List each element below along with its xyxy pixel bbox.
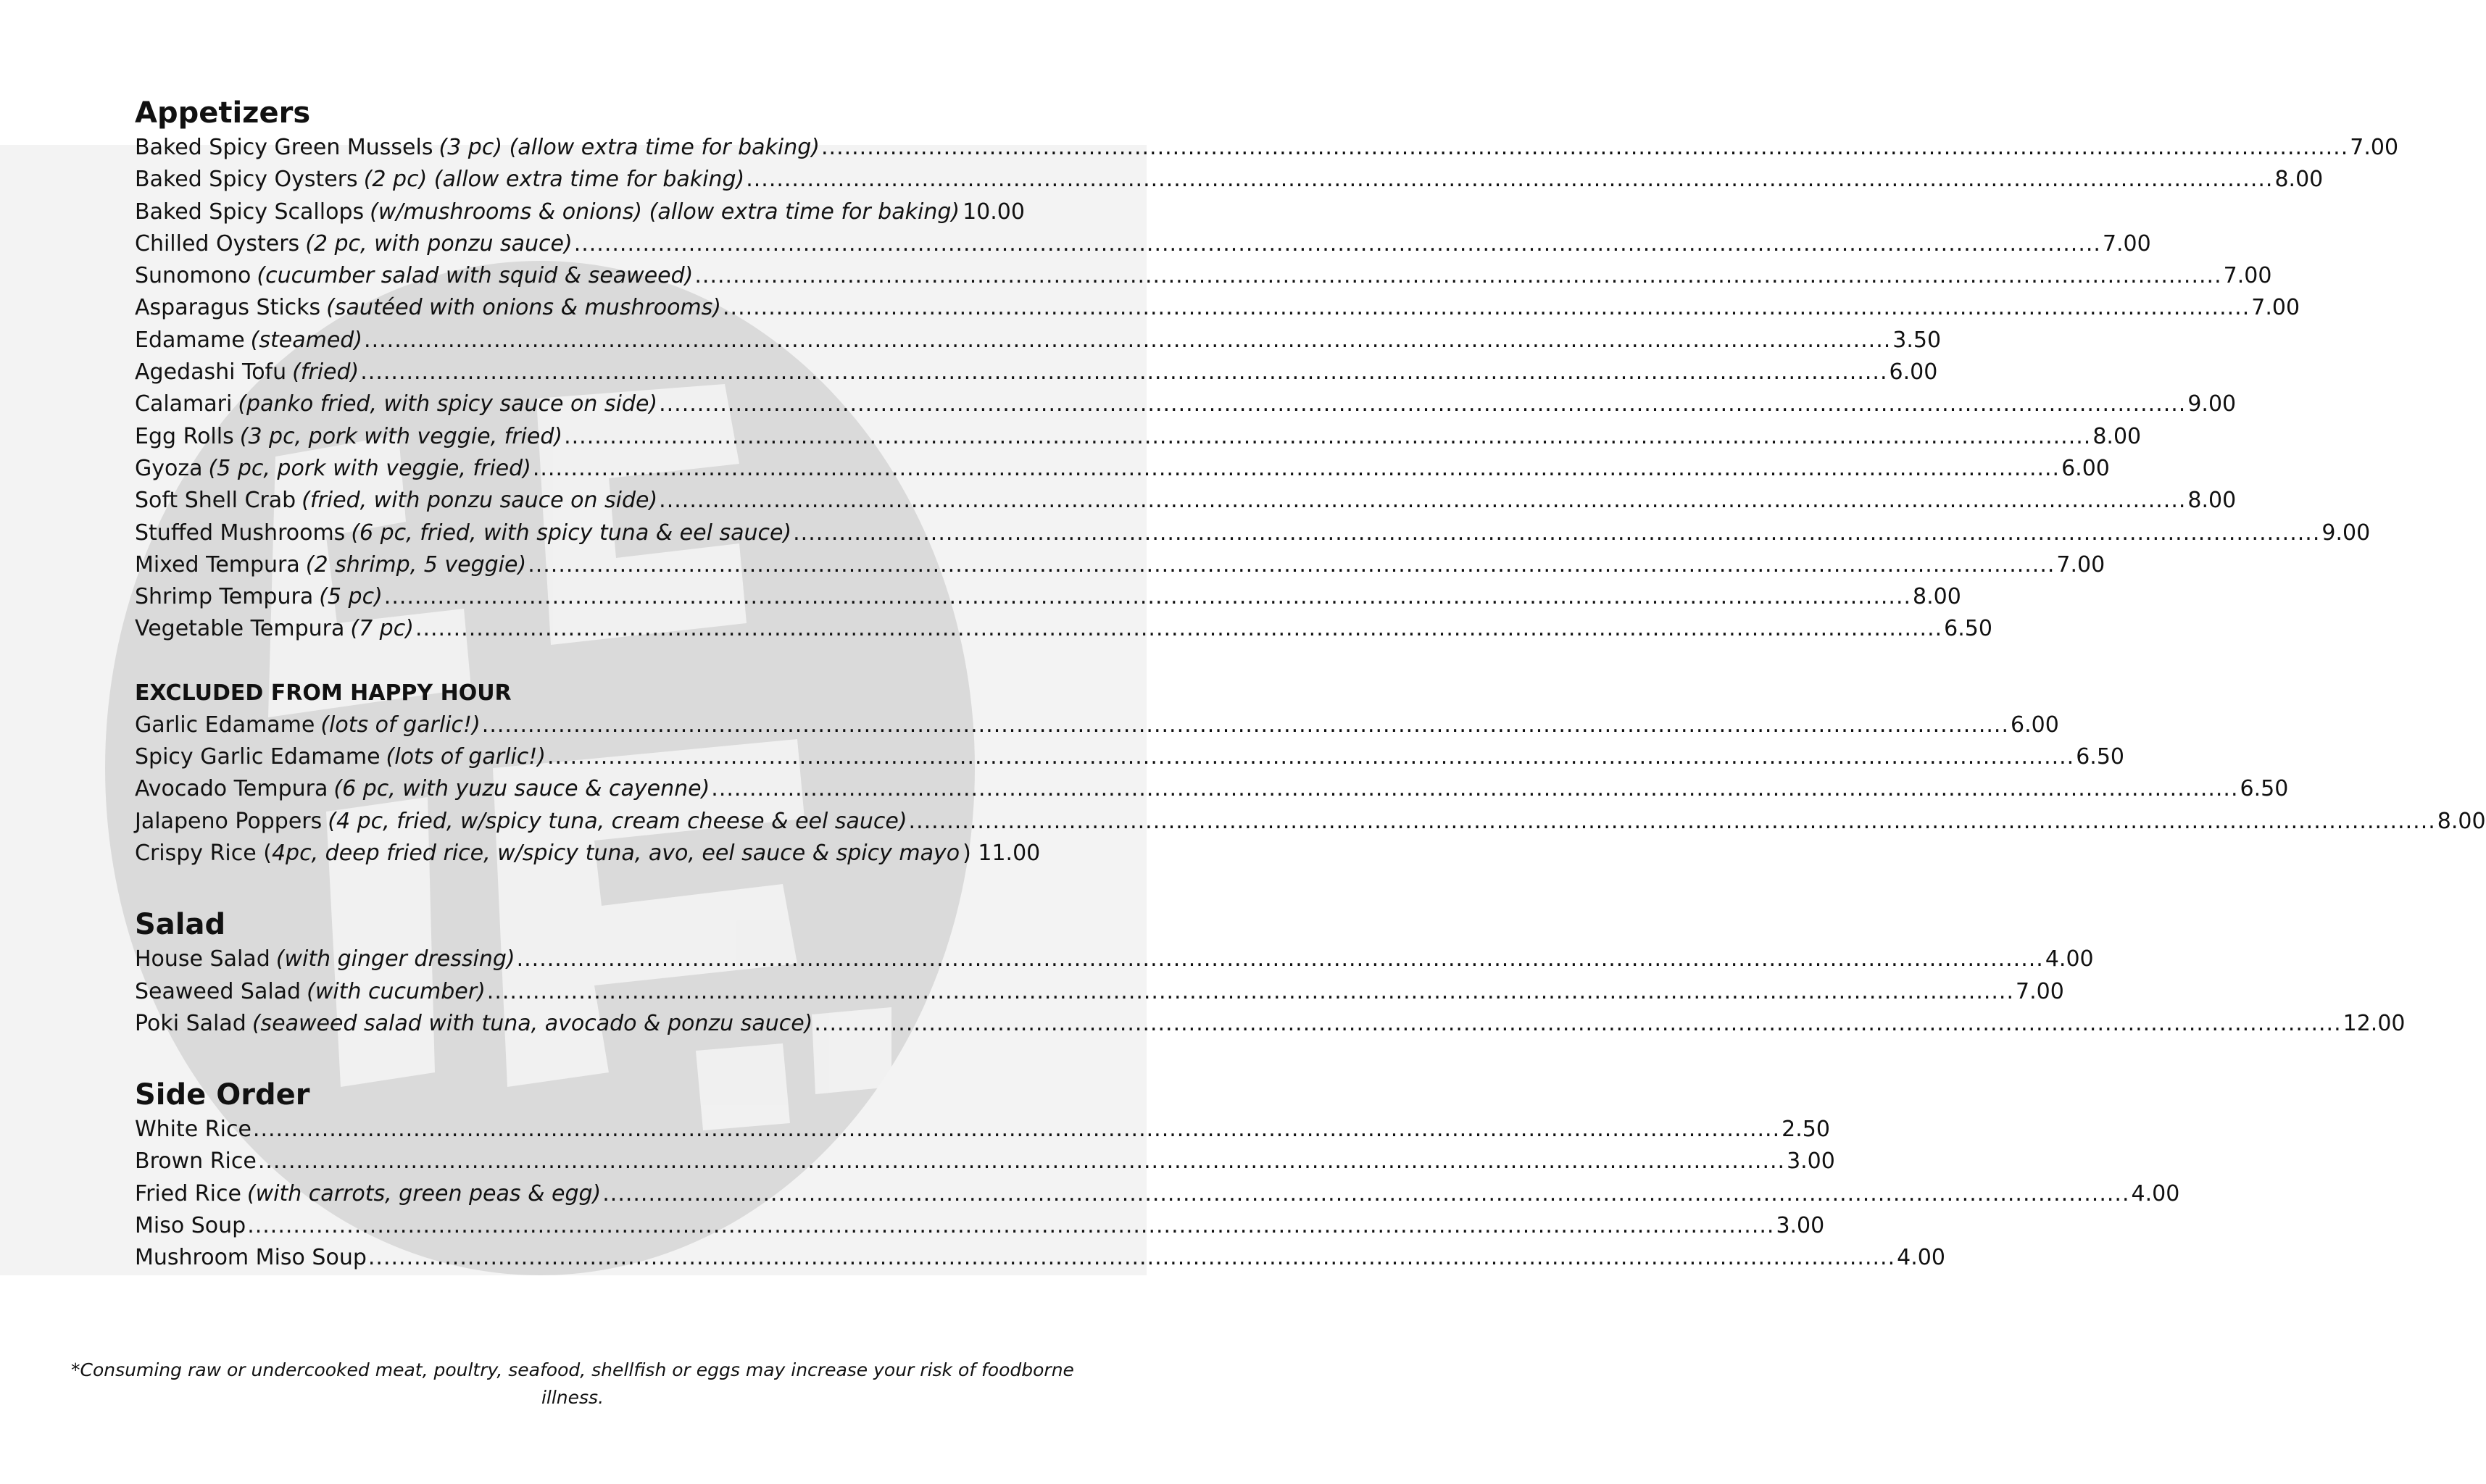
spacer	[135, 870, 1005, 906]
dot-leader: ........................................................................................................................................................................................................	[814, 1010, 2342, 1036]
item-name: Soft Shell Crab	[135, 488, 296, 514]
item-name: Spicy Garlic Edamame	[135, 744, 381, 770]
appetizers-list	[135, 132, 2399, 646]
item-note: (4 pc, fried, w/spicy tuna, cream cheese & eel sauce)	[328, 808, 907, 834]
dot-leader: ........................................................................................................................................................................................................	[383, 584, 1912, 610]
item-price: 6.50	[1944, 616, 1992, 642]
menu-item	[135, 838, 1041, 870]
item-name: Baked Spicy Scallops	[135, 199, 365, 225]
menu-item	[135, 228, 2151, 260]
menu-item	[135, 613, 1992, 645]
item-name: Miso Soup	[135, 1213, 246, 1239]
excluded-list	[135, 709, 2486, 870]
dot-leader: ........................................................................................................................................................................................................	[723, 295, 2250, 321]
item-name: Crispy Rice (	[135, 840, 272, 866]
item-note: (6 pc, fried, with spicy tuna & eel sauce)	[351, 520, 792, 546]
item-price: 6.50	[2240, 776, 2289, 802]
dot-leader: ........................................................................................................................................................................................................	[602, 1180, 2130, 1206]
side-order-list	[135, 1114, 2180, 1274]
menu-item	[135, 260, 2272, 292]
menu-item	[135, 943, 2094, 975]
section-title-salad: Salad	[135, 908, 226, 942]
item-price: 7.00	[2016, 978, 2064, 1004]
dot-leader: ........................................................................................................................................................................................................	[659, 488, 2187, 514]
item-price: 9.00	[2187, 391, 2237, 417]
item-price: 6.00	[2011, 712, 2059, 738]
item-name: Garlic Edamame	[135, 712, 315, 738]
item-note: (panko fried, with spicy sauce on side)	[238, 391, 658, 417]
menu-item	[135, 741, 2125, 773]
disclaimer-line-2: illness.	[541, 1387, 604, 1408]
dot-leader: ........................................................................................................................................................................................................	[821, 135, 2349, 160]
dot-leader: ........................................................................................................................................................................................................	[367, 1245, 1896, 1271]
item-price: 6.00	[2061, 455, 2110, 481]
item-note: (5 pc, pork with veggie, fried)	[208, 455, 531, 481]
menu-item	[135, 325, 1942, 357]
item-name: Poki Salad	[135, 1010, 246, 1036]
item-note: (with carrots, green peas & egg)	[246, 1180, 602, 1206]
item-price: 8.00	[2274, 167, 2324, 193]
dot-leader: ........................................................................................................................................................................................................	[252, 1117, 1781, 1143]
menu-item	[135, 164, 2324, 196]
menu-item	[135, 709, 2059, 741]
item-price: 4.00	[2131, 1180, 2180, 1206]
item-note: (2 shrimp, 5 veggie)	[305, 551, 527, 578]
menu-item	[135, 581, 1961, 613]
item-note: (2 pc) (allow extra time for baking)	[363, 167, 745, 193]
item-note: (5 pc)	[319, 584, 383, 610]
item-note: (cucumber salad with squid & seaweed)	[257, 263, 694, 289]
dot-leader: ........................................................................................................................................................................................................	[257, 1149, 1786, 1175]
item-note: (fried)	[292, 359, 359, 385]
menu-item	[135, 1114, 1830, 1146]
item-note: (3 pc) (allow extra time for baking)	[438, 135, 820, 160]
dot-leader: ........................................................................................................................................................................................................	[694, 263, 2222, 289]
dot-leader: ........................................................................................................................................................................................................	[516, 946, 2044, 972]
menu-item	[135, 485, 2237, 517]
disclaimer-line-1: *Consuming raw or undercooked meat, poultry, seafood, shellfish or eggs may increase your risk of foodborne	[71, 1359, 1074, 1380]
item-price: 2.50	[1782, 1117, 1830, 1143]
item-name: Jalapeno Poppers	[135, 808, 323, 834]
item-name: House Salad	[135, 946, 270, 972]
dot-leader: ........................................................................................................................................................................................................	[360, 359, 1888, 385]
menu-item	[135, 1178, 2180, 1210]
item-note: (seaweed salad with tuna, avocado & ponzu sauce)	[251, 1010, 813, 1036]
menu-item	[135, 132, 2399, 164]
item-note: (6 pc, with yuzu sauce & cayenne)	[333, 776, 710, 802]
item-price: 8.00	[2092, 423, 2142, 449]
item-note: 4pc, deep fried rice, w/spicy tuna, avo, eel sauce & spicy mayo	[271, 840, 960, 866]
item-note: (3 pc, pork with veggie, fried)	[239, 423, 563, 449]
dot-leader: ........................................................................................................................................................................................................	[746, 167, 2274, 193]
dot-leader: ........................................................................................................................................................................................................	[659, 391, 2187, 417]
menu-item	[135, 1146, 1835, 1177]
item-note: (fried, with ponzu sauce on side)	[302, 488, 658, 514]
dot-leader: ........................................................................................................................................................................................................	[908, 808, 2436, 834]
subhead-excluded-happy-hour: EXCLUDED FROM HAPPY HOUR	[135, 680, 512, 706]
dot-leader: ........................................................................................................................................................................................................	[364, 327, 1892, 353]
item-note: (sautéed with onions & mushrooms)	[326, 295, 721, 321]
menu-item	[135, 517, 2371, 549]
item-note: (2 pc, with ponzu sauce)	[305, 230, 573, 257]
item-name: Stuffed Mushrooms	[135, 520, 346, 546]
item-note: (with cucumber)	[307, 978, 486, 1004]
item-price: 8.00	[2437, 808, 2486, 834]
item-price: 3.50	[1892, 327, 1942, 353]
item-price: 9.00	[2321, 520, 2371, 546]
item-name: Fried Rice	[135, 1180, 241, 1206]
dot-leader: ........................................................................................................................................................................................................	[532, 455, 2061, 481]
item-note: (lots of garlic!)	[386, 744, 546, 770]
item-price: ) 11.00	[963, 840, 1041, 866]
item-name: Brown Rice	[135, 1149, 257, 1175]
menu-item	[135, 1008, 2406, 1040]
item-name: Seaweed Salad	[135, 978, 302, 1004]
item-name: Avocado Tempura	[135, 776, 328, 802]
section-title-side-order: Side Order	[135, 1078, 310, 1112]
item-name: Chilled Oysters	[135, 230, 300, 257]
item-price: 12.00	[2342, 1010, 2406, 1036]
item-name: Calamari	[135, 391, 233, 417]
item-price: 8.00	[1913, 584, 1961, 610]
item-note: (steamed)	[250, 327, 363, 353]
spacer	[135, 646, 1005, 678]
menu-item	[135, 357, 1938, 388]
item-price: 7.00	[2251, 295, 2300, 321]
item-name: White Rice	[135, 1117, 251, 1143]
menu-item	[135, 388, 2237, 420]
item-price: 4.00	[1897, 1245, 1945, 1271]
menu-item	[135, 773, 2289, 805]
menu-item	[135, 806, 2486, 838]
dot-leader: ........................................................................................................................................................................................................	[481, 712, 2010, 738]
item-name: Edamame	[135, 327, 245, 353]
item-price: 7.00	[2102, 230, 2151, 257]
item-note: (lots of garlic!)	[320, 712, 481, 738]
item-name: Vegetable Tempura	[135, 616, 345, 642]
food-safety-disclaimer	[43, 1356, 1102, 1412]
item-price: 6.00	[1889, 359, 1938, 385]
item-name: Asparagus Sticks	[135, 295, 321, 321]
item-price: 7.00	[2223, 263, 2272, 289]
dot-leader: ........................................................................................................................................................................................................	[564, 423, 2092, 449]
salad-list	[135, 943, 2406, 1040]
item-price: 8.00	[2187, 488, 2237, 514]
dot-leader: ........................................................................................................................................................................................................	[711, 776, 2239, 802]
menu-item	[135, 549, 2105, 581]
item-price: 7.00	[2056, 551, 2105, 578]
item-note: (7 pc)	[350, 616, 414, 642]
menu-item	[135, 196, 1025, 228]
item-price: 7.00	[2350, 135, 2399, 160]
menu-item	[135, 1242, 1945, 1274]
item-name: Baked Spicy Green Mussels	[135, 135, 433, 160]
item-price: 6.50	[2076, 744, 2125, 770]
dot-leader: ........................................................................................................................................................................................................	[247, 1213, 1775, 1239]
dot-leader: ........................................................................................................................................................................................................	[546, 744, 2075, 770]
item-note: (with ginger dressing)	[275, 946, 515, 972]
menu-item	[135, 1210, 1825, 1242]
menu-item	[135, 976, 2064, 1008]
item-price: 3.00	[1787, 1149, 1835, 1175]
item-price: 4.00	[2045, 946, 2094, 972]
dot-leader: ........................................................................................................................................................................................................	[415, 616, 1943, 642]
dot-leader: ........................................................................................................................................................................................................	[528, 551, 2055, 578]
item-name: Baked Spicy Oysters	[135, 167, 358, 193]
item-price: 3.00	[1776, 1213, 1825, 1239]
item-note: (w/mushrooms & onions) (allow extra time for baking)	[370, 199, 960, 225]
item-name: Gyoza	[135, 455, 203, 481]
menu-item	[135, 292, 2300, 324]
item-price: 10.00	[963, 199, 1025, 225]
menu-content	[135, 94, 2486, 1275]
item-name: Mushroom Miso Soup	[135, 1245, 367, 1271]
dot-leader: ........................................................................................................................................................................................................	[793, 520, 2321, 546]
item-name: Sunomono	[135, 263, 251, 289]
item-name: Agedashi Tofu	[135, 359, 287, 385]
dot-leader: ........................................................................................................................................................................................................	[573, 230, 2101, 257]
spacer	[135, 1040, 1005, 1076]
section-title-appetizers: Appetizers	[135, 96, 311, 130]
item-name: Egg Rolls	[135, 423, 234, 449]
item-name: Mixed Tempura	[135, 551, 300, 578]
menu-item	[135, 453, 2110, 485]
item-name: Shrimp Tempura	[135, 584, 314, 610]
dot-leader: ........................................................................................................................................................................................................	[486, 978, 2015, 1004]
menu-item	[135, 421, 2142, 453]
